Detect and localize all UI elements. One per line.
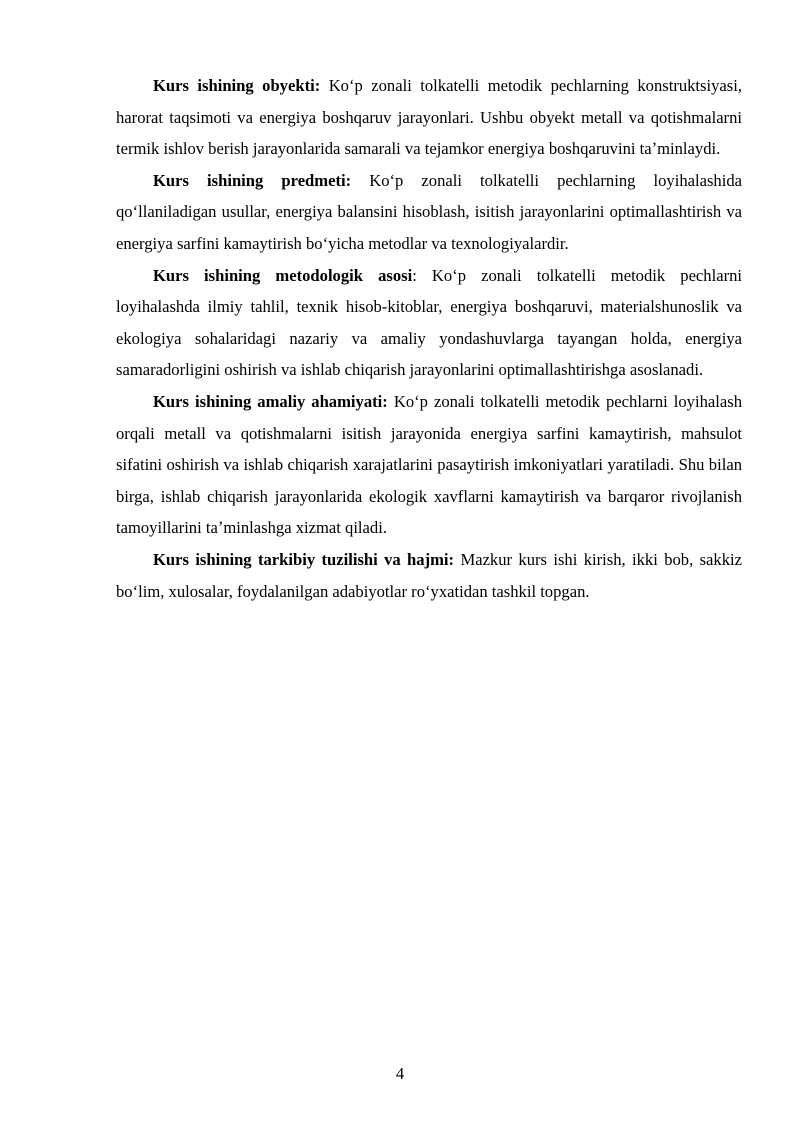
- page-number: 4: [395, 1064, 405, 1083]
- paragraph-methodology: [116, 260, 742, 386]
- paragraph-text: Koʻp zonali tolkatelli metodik pechlarning konstruktsiyasi, harorat taqsimoti va energiya boshqaruv jarayonlari. Ushbu obyekt metall va qotishmalarni termik ishlov berish jarayonlarida samarali va tejamkor energiya boshqaruvini taʼminlaydi.: [116, 76, 742, 159]
- paragraph-structure: [116, 544, 742, 607]
- paragraph-heading: Kurs ishining obyekti:: [153, 76, 321, 95]
- paragraph-subject: [116, 165, 742, 260]
- paragraph-text: : Koʻp zonali tolkatelli metodik pechlarni loyihalashda ilmiy tahlil, texnik hisob-kitoblar, energiya boshqaruvi, materialshunoslik va ekologiya sohalaridagi nazariy va amaliy yondashuvlarga tayangan holda, energiya samaradorligini oshirish va ishlab chiqarish jarayonlarini optimallashtirishga asoslanadi.: [116, 265, 743, 380]
- paragraph-text: Mazkur kurs ishi kirish, ikki bob, sakkiz boʻlim, xulosalar, foydalanilgan adabiyotlar roʻyxatidan tashkil topgan.: [116, 549, 742, 601]
- page-content: [116, 70, 742, 607]
- paragraph-heading: Kurs ishining tarkibiy tuzilishi va hajmi:: [153, 549, 455, 569]
- paragraph-heading: Kurs ishining metodologik asosi: [153, 265, 413, 285]
- paragraph-object: [116, 70, 742, 165]
- paragraph-practical-significance: [116, 386, 742, 544]
- paragraph-heading: Kurs ishining predmeti:: [153, 170, 352, 190]
- paragraph-text: Koʻp zonali tolkatelli metodik pechlarni loyihalash orqali metall va qotishmalarni isitish jarayonida energiya sarfini kamaytirish, mahsulot sifatini oshirish va ishlab chiqarish xarajatlarini pasaytirish imkoniyatlari yaratiladi. Shu bilan birga, ishlab chiqarish jarayonlarida ekologik xavflarni kamaytirish va barqaror rivojlanish tamoyillarini taʼminlashga xizmat qiladi.: [116, 391, 742, 538]
- paragraph-heading: Kurs ishining amaliy ahamiyati:: [153, 391, 388, 411]
- paragraph-text: Koʻp zonali tolkatelli pechlarning loyihalashida qoʻllaniladigan usullar, energiya balansini hisoblash, isitish jarayonlarini optimallashtirish va energiya sarfini kamaytirish boʻyicha metodlar va texnologiyalardir.: [116, 170, 742, 253]
